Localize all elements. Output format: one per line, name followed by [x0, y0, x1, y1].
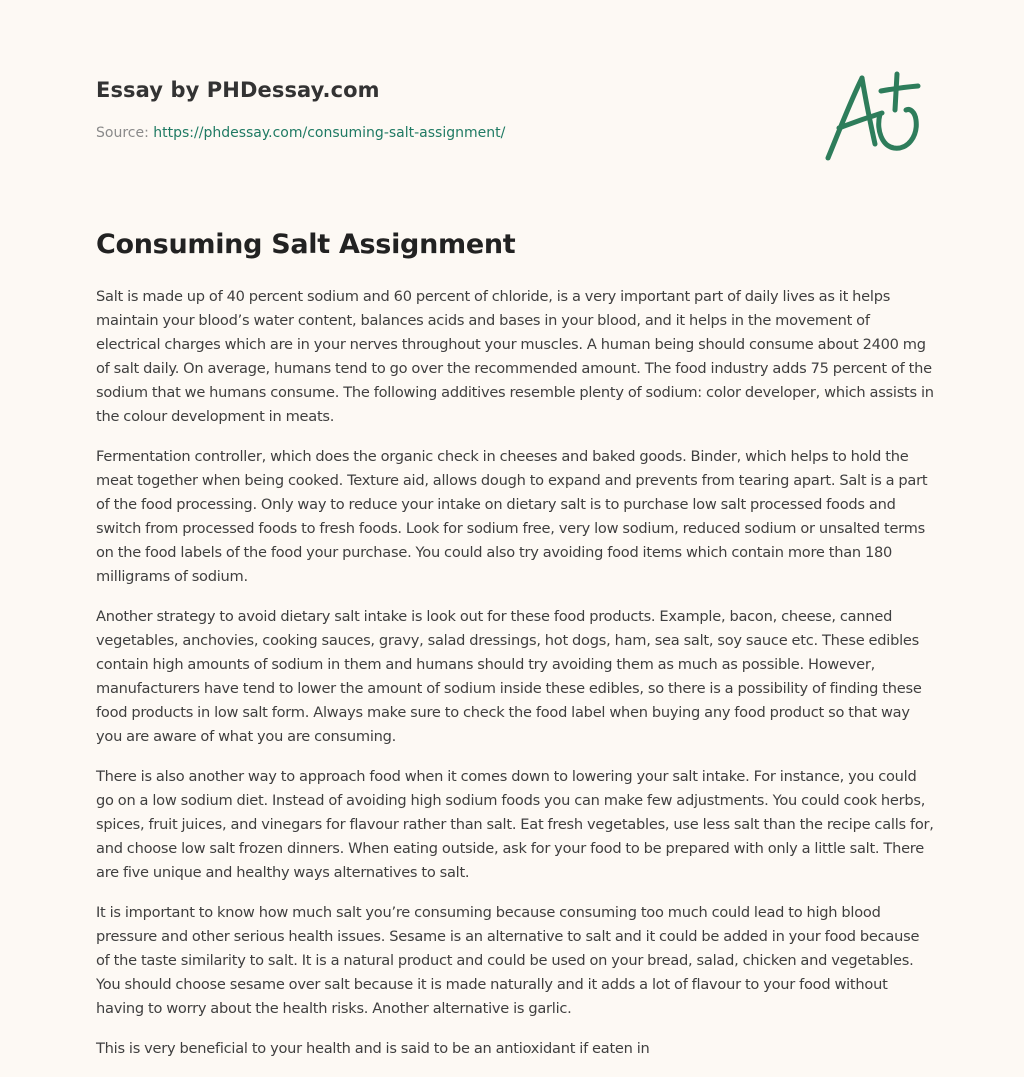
essay-body — [96, 285, 934, 1077]
essay-paragraph: This is very beneficial to your health and is said to be an antioxidant if eaten in — [96, 1040, 650, 1057]
essay-paragraph: Fermentation controller, which does the organic check in cheeses and baked goods. Binder, which helps to hold the meat together when being cooked. Texture aid, allows dough to expand and prevents from tearing apart. Salt is a part of the food processing. Only way to reduce your intake on dietary salt is to purchase low salt processed foods and switch from processed foods to fresh foods. Look for sodium free, very low sodium, reduced sodium or unsalted terms on the food labels of the food your purchase. You could also try avoiding food items which contain more than 180 milligrams of sodium. — [96, 448, 928, 585]
page-header — [96, 76, 696, 141]
source-link[interactable]: https://phdessay.com/consuming-salt-assignment/ — [153, 125, 506, 141]
essay-title: Consuming Salt Assignment — [96, 229, 516, 260]
source-label: Source: — [96, 125, 154, 141]
essay-paragraph: There is also another way to approach food when it comes down to lowering your salt intake. For instance, you could go on a low sodium diet. Instead of avoiding high sodium foods you can make few adjustments. You could cook herbs, spices, fruit juices, and vinegars for flavour rather than salt. Eat fresh vegetables, use less salt than the recipe calls for, and choose low salt frozen dinners. When eating outside, ask for your food to be prepared with only a little salt. There are five unique and healthy ways alternatives to salt. — [96, 768, 934, 881]
essay-paragraph: Salt is made up of 40 percent sodium and 60 percent of chloride, is a very important part of daily lives as it helps maintain your blood’s water content, balances acids and bases in your blood, and it helps in the movement of electrical charges which are in your nerves throughout your muscles. A human being should consume about 2400 mg of salt daily. On average, humans tend to go over the recommended amount. The food industry adds 75 percent of the sodium that we humans consume. The following additives resemble plenty of sodium: color developer, which assists in the colour development in meats. — [96, 288, 934, 425]
a-plus-logo-icon — [822, 68, 926, 164]
site-brand: Essay by PHDessay.com — [96, 78, 380, 102]
essay-paragraph: Another strategy to avoid dietary salt intake is look out for these food products. Example, bacon, cheese, canned vegetables, anchovies, cooking sauces, gravy, salad dressings, hot dogs, ham, sea salt, soy sauce etc. These edibles contain high amounts of sodium in them and humans should try avoiding them as much as possible. However, manufacturers have tend to lower the amount of sodium inside these edibles, so there is a possibility of finding these food products in low salt form. Always make sure to check the food label when buying any food product so that way you are aware of what you are consuming. — [96, 608, 922, 745]
source-line — [96, 123, 505, 143]
essay-paragraph: It is important to know how much salt you’re consuming because consuming too much could lead to high blood pressure and other serious health issues. Sesame is an alternative to salt and it could be added in your food because of the taste similarity to salt. It is a natural product and could be used on your bread, salad, chicken and vegetables. You should choose sesame over salt because it is made naturally and it adds a lot of flavour to your food without having to worry about the health risks. Another alternative is garlic. — [96, 904, 920, 1017]
